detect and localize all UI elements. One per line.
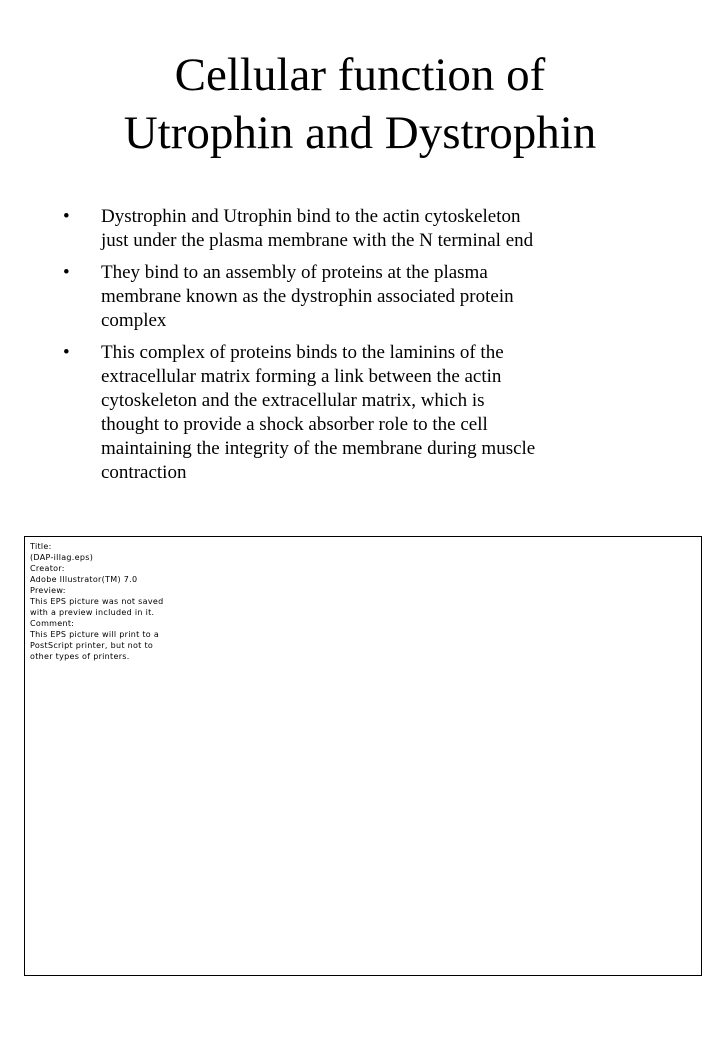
bullet-line: This complex of proteins binds to the laminins of the (101, 342, 504, 363)
title-line: Cellular function of (174, 49, 546, 101)
bullet-list (63, 205, 663, 493)
bullet-line: They bind to an assembly of proteins at the plasma (101, 262, 488, 283)
eps-line: Comment: (30, 619, 75, 628)
bullet-line: contraction (101, 462, 187, 483)
eps-line: with a preview included in it. (30, 608, 155, 617)
eps-line: PostScript printer, but not to (30, 641, 154, 650)
eps-line: Preview: (30, 586, 66, 595)
bullet-line: cytoskeleton and the extracellular matrix, which is (101, 390, 485, 411)
bullet-marker: • (63, 342, 70, 363)
eps-preview-info (30, 541, 163, 662)
bullet-line: maintaining the integrity of the membrane during muscle (101, 438, 536, 459)
eps-line: Title: (30, 542, 52, 551)
eps-line: Creator: (30, 564, 65, 573)
bullet-marker: • (63, 206, 70, 227)
bullet-line: membrane known as the dystrophin associated protein (101, 286, 514, 307)
eps-line: (DAP-illag.eps) (30, 553, 94, 562)
eps-line: This EPS picture was not saved (30, 597, 164, 606)
eps-image-placeholder (24, 536, 702, 976)
bullet-marker: • (63, 262, 70, 283)
bullet-line: extracellular matrix forming a link between the actin (101, 366, 502, 387)
bullet-line: complex (101, 310, 167, 331)
bullet-item (63, 205, 663, 253)
slide-title (0, 46, 720, 162)
title-line: Utrophin and Dystrophin (123, 107, 597, 159)
eps-line: Adobe Illustrator(TM) 7.0 (30, 575, 138, 584)
bullet-line: Dystrophin and Utrophin bind to the actin cytoskeleton (101, 206, 521, 227)
bullet-item (63, 341, 663, 485)
bullet-line: thought to provide a shock absorber role to the cell (101, 414, 488, 435)
eps-line: This EPS picture will print to a (30, 630, 160, 639)
eps-line: other types of printers. (30, 652, 130, 661)
bullet-item (63, 261, 663, 333)
bullet-line: just under the plasma membrane with the N terminal end (101, 230, 534, 251)
